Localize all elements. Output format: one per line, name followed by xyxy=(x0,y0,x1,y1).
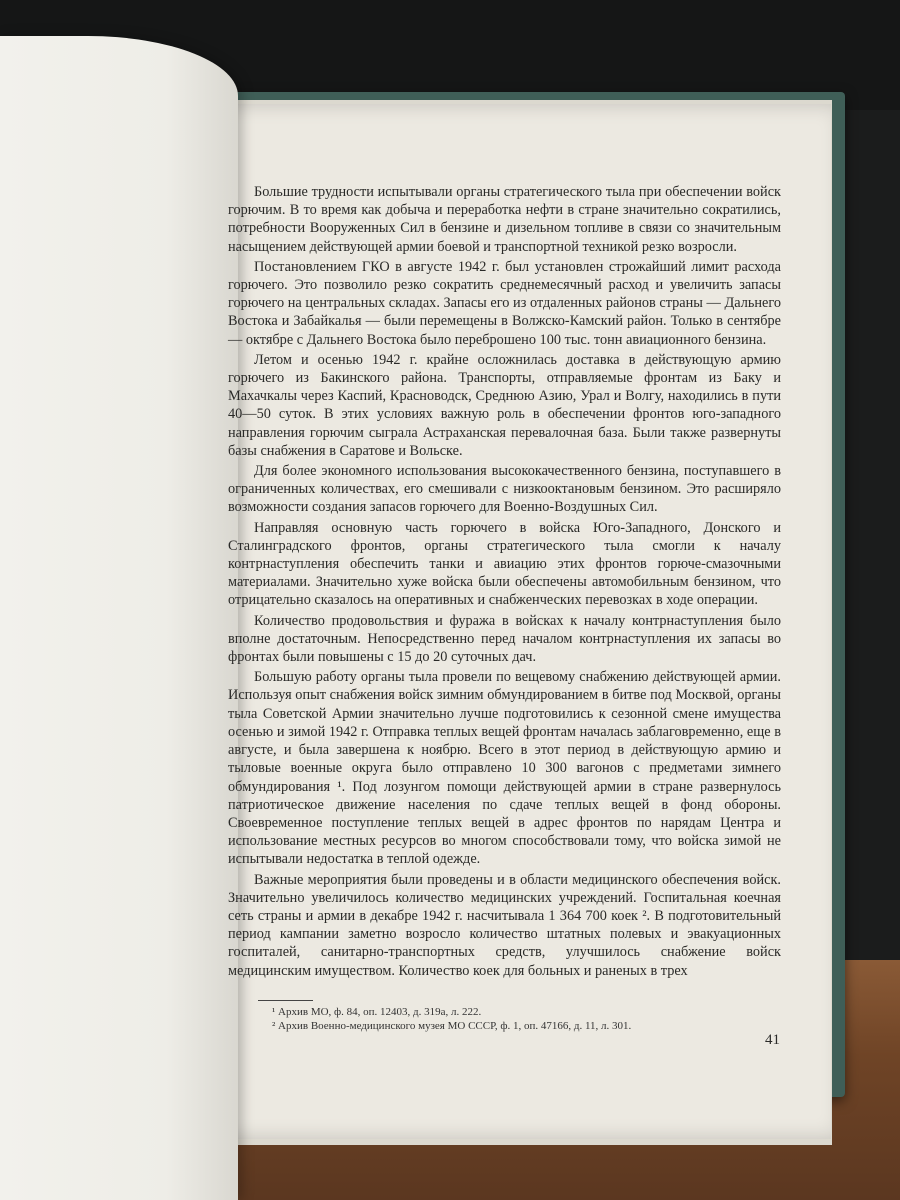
footnote-divider xyxy=(258,1000,313,1001)
left-page-curl xyxy=(0,36,238,1200)
paragraph: Большую работу органы тыла провели по вещевому снабжению действующей армии. Используя опыт снабжения войск зимним обмундированием в битве под Москвой, органы тыла Советской Армии значительно лучше подготовились к сезонной смене имущества осенью и зимой 1942 г. Отправка теплых вещей фронтам началась заблаговременно, еще в августе, и была завершена к ноябрю. Всего в этот период в действующую армию и тыловые военные округа было отправлено 10 300 вагонов с предметами зимнего обмундирования ¹. Под лозунгом помощи действующей армии в стране развернулось патриотическое движение населения по сдаче теплых вещей в фонд обороны. Своевременное поступление теплых вещей в адрес фронтов по нарядам Центра и использование местных ресурсов во многом способствовали тому, что войска зимой не испытывали недостатка в теплой одежде. xyxy=(228,669,781,868)
page-number: 41 xyxy=(765,1032,780,1048)
paragraph: Важные мероприятия были проведены и в области медицинского обеспечения войск. Значительно увеличилось количество медицинских учреждений. Госпитальная коечная сеть страны и армии в декабре 1942 г. насчитывала 1 364 700 коек ². В подготовительный период кампании заметно возросло количество штатных полевых и эвакуационных госпиталей, санитарно-транспортных средств, улучшилось снабжение войск медицинским имуществом. Количество коек для больных и раненых в трех xyxy=(228,871,781,979)
footnote: ² Архив Военно-медицинского музея МО СССР, ф. 1, оп. 47166, д. 11, л. 301. xyxy=(272,1019,632,1032)
paragraph: Летом и осенью 1942 г. крайне осложнилась доставка в действующую армию горючего из Бакинского района. Транспорты, отправляемые фронтам из Баку и Махачкалы через Каспий, Красноводск, Среднюю Азию, Урал и Волгу, находились в пути 40—50 суток. В этих условиях важную роль в обеспечении фронтов юго-западного направления горючим сыграла Астраханская перевалочная база. Были также развернуты базы снабжения в Саратове и Вольске. xyxy=(228,351,781,459)
body-text xyxy=(228,183,781,982)
paragraph: Постановлением ГКО в августе 1942 г. был установлен строжайший лимит расхода горючего. Это позволило резко сократить среднемесячный расход и увеличить запасы горючего на центральных складах. Запасы его из отдаленных районов страны — Дальнего Востока и Забайкалья — были перемещены в Волжско-Камский район. Только в сентябре — октябре с Дальнего Востока было переброшено 100 тыс. тонн авиационного бензина. xyxy=(228,258,781,348)
paragraph: Большие трудности испытывали органы стратегического тыла при обеспечении войск горючим. В то время как добыча и переработка нефти в стране значительно сократились, потребности Вооруженных Сил в бензине и дизельном топливе в связи со значительным насыщением действующей армии боевой и транспортной техникой резко возросли. xyxy=(228,184,781,255)
paragraph: Для более экономного использования высококачественного бензина, поступавшего в ограниченных количествах, его смешивали с низкооктановым бензином. Это расширяло возможности создания запасов горючего для Военно-Воздушных Сил. xyxy=(228,463,781,516)
paragraph: Направляя основную часть горючего в войска Юго-Западного, Донского и Сталинградского фронтов, органы стратегического тыла смогли к началу контрнаступления обеспечить танки и авиацию этих фронтов горюче-смазочными материалами. Значительно хуже войска были обеспечены автомобильным бензином, что отрицательно сказалось на оперативных и снабженческих перевозках в ходе операции. xyxy=(228,519,781,609)
paragraph: Количество продовольствия и фуража в войсках к началу контрнаступления было вполне достаточным. Непосредственно перед началом контрнаступления их запасы во фронтах были повышены с 15 до 20 суточных дач. xyxy=(228,612,781,666)
footnotes xyxy=(272,1006,782,1033)
footnote: ¹ Архив МО, ф. 84, оп. 12403, д. 319а, л. 222. xyxy=(272,1006,482,1018)
